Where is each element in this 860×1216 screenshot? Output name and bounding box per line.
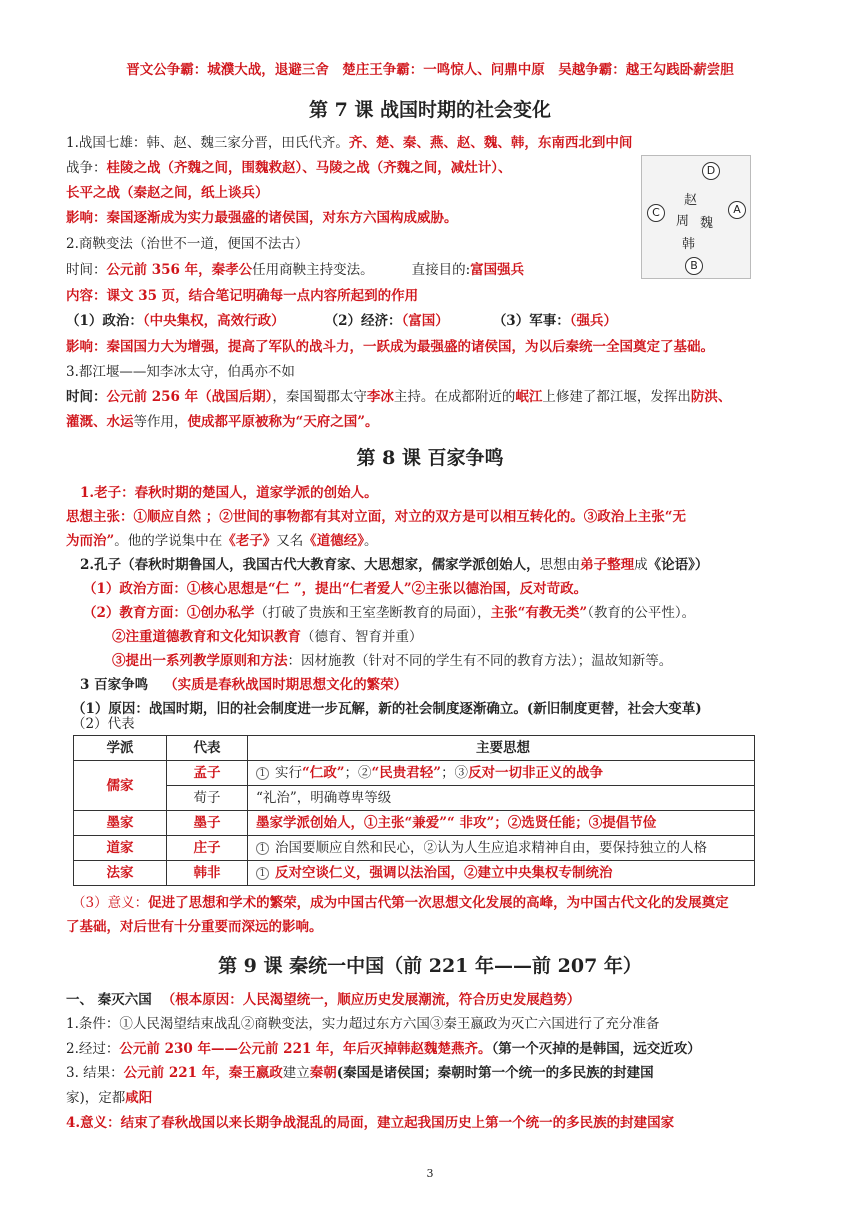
cell-mozi-ideas: 墨家学派创始人，①主张“兼爱”“ 非攻”；②选贤任能；③提倡节俭 [248, 811, 755, 836]
table-header-school: 学派 [74, 736, 167, 761]
map-label-d: D [702, 162, 720, 180]
map-label-c: C [647, 204, 665, 222]
map-label-a: A [728, 201, 746, 219]
cell-zhuangzi-ideas: 1 治国要顺应自然和民心，②认为人生应追求精神自由，要保持独立的人格 [248, 836, 755, 861]
map-label-han: 韩 [682, 237, 696, 252]
l9-conditions: 1.条件：①人民渴望结束战乱②商鞅变法，实力超过东方六国③秦王嬴政为灭亡六国进行了充分准备 [66, 1016, 660, 1032]
cell-mengzi-ideas: 1 实行“仁政”；②“民贵君轻”；③反对一切非正义的战争 [248, 761, 755, 786]
table-row [74, 861, 755, 886]
l7-changping: 长平之战（秦赵之间，纸上谈兵） [66, 185, 269, 201]
l8-confucius-methods: ③提出一系列教学原则和方法：因材施教（针对不同的学生有不同的教育方法）；温故知新等。 [112, 653, 673, 669]
cell-hanfei-ideas: 1 反对空谈仁义，强调以法治国，②建立中央集权专制统治 [248, 861, 755, 886]
cell-legalist: 法家 [74, 861, 167, 886]
lesson-8-title: 第 8 课 百家争鸣 [356, 447, 504, 469]
cell-hanfei: 韩非 [167, 861, 248, 886]
l7-shangyang-title: 2.商鞅变法（治世不一道，便国不法古） [66, 236, 309, 252]
l7-shangyang-items: （1）政治：（中央集权，高效行政） （2）经济：（富国） （3）军事：（强兵） [66, 313, 617, 329]
l9-unify: 一、 秦灭六国 （根本原因：人民渴望统一，顺应历史发展潮流，符合历史发展趋势） [66, 992, 581, 1008]
cell-mohist: 墨家 [74, 811, 167, 836]
l7-shangyang-time: 时间：公元前 356 年，秦孝公任用商鞅主持变法。 直接目的:富国强兵 [66, 262, 525, 278]
l7-dujiangyan-title: 3.都江堰——知李冰太守，伯禹亦不如 [66, 364, 295, 380]
l7-seven-states: 1.战国七雄：韩、赵、魏三家分晋，田氏代齐。齐、楚、秦、燕、赵、魏、韩，东南西北到中间 [66, 135, 633, 151]
map-label-wei: 魏 [700, 216, 714, 231]
table-row [74, 811, 755, 836]
l8-confucius-education: （2）教育方面：①创办私学（打破了贵族和王室垄断教育的局面），主张“有教无类”（教育的公平性）。 [83, 605, 696, 621]
table-row [74, 761, 755, 786]
l8-laozi-ideas: 思想主张：①顺应自然 ；②世间的事物都有其对立面，对立的双方是可以相互转化的。③政治上主张“无 [66, 509, 686, 525]
table-header-row [74, 736, 755, 761]
l8-significance-2: 了基础，对后世有十分重要而深远的影响。 [66, 919, 323, 935]
l7-shangyang-content: 内容：课文 35 页，结合笔记明确每一点内容所起到的作用 [66, 288, 419, 304]
l8-confucius-moral: ②注重道德教育和文化知识教育（德育、智育并重） [112, 629, 423, 645]
warring-states-map [641, 155, 751, 279]
map-label-zhou: 周 [676, 214, 690, 229]
l7-dujiangyan-effect: 灌溉、水运等作用，使成都平原被称为“天府之国”。 [66, 414, 379, 430]
map-label-zhao: 赵 [684, 193, 698, 208]
l8-hundred-schools: 3 百家争鸣 （实质是春秋战国时期思想文化的繁荣） [80, 677, 408, 693]
lesson-7-title: 第 7 课 战国时期的社会变化 [308, 99, 552, 121]
top-summary-line: 晋文公争霸：城濮大战，退避三舍 楚庄王争霸：一鸣惊人、问鼎中原 吴越争霸：越王勾践卧薪尝胆 [126, 62, 734, 78]
l9-result: 3. 结果：公元前 221 年，秦王嬴政建立秦朝(秦国是诸侯国；秦朝时第一个统一的多民族的封建国 [66, 1065, 654, 1081]
cell-mozi: 墨子 [167, 811, 248, 836]
l8-representatives: （2）代表 [72, 716, 135, 732]
cell-zhuangzi: 庄子 [167, 836, 248, 861]
table-header-ideas: 主要思想 [248, 736, 755, 761]
cell-mengzi: 孟子 [167, 761, 248, 786]
table-row [74, 836, 755, 861]
l7-impact: 影响：秦国逐渐成为实力最强盛的诸侯国，对东方六国构成威胁。 [66, 210, 458, 226]
cell-xunzi-ideas: “礼治”，明确尊卑等级 [248, 786, 755, 811]
page-number: 3 [426, 1167, 434, 1180]
l8-laozi: 1.老子：春秋时期的楚国人，道家学派的创始人。 [80, 485, 378, 501]
l9-process: 2.经过：公元前 230 年——公元前 221 年，年后灭掉韩赵魏楚燕齐。（第一个灭掉的是韩国，远交近攻） [66, 1041, 701, 1057]
schools-table [73, 735, 755, 886]
cell-daoist: 道家 [74, 836, 167, 861]
l8-reason: （1）原因：战国时期，旧的社会制度进一步瓦解，新的社会制度逐渐确立。(新旧制度更替，社会大变革) [72, 701, 702, 717]
cell-confucian: 儒家 [74, 761, 167, 811]
cell-xunzi: 荀子 [167, 786, 248, 811]
map-label-b: B [685, 257, 703, 275]
l7-shangyang-impact: 影响：秦国国力大为增强，提高了军队的战斗力，一跃成为最强盛的诸侯国，为以后秦统一全国奠定了基础。 [66, 339, 714, 355]
l8-significance: （3）意义：促进了思想和学术的繁荣，成为中国古代第一次思想文化发展的高峰，为中国古代文化的发展奠定 [72, 895, 729, 911]
l9-significance: 4.意义：结束了春秋战国以来长期争战混乱的局面，建立起我国历史上第一个统一的多民族的封建国家 [66, 1115, 675, 1131]
l8-laozi-books: 为而治”。他的学说集中在《老子》又名《道德经》。 [66, 533, 378, 549]
l8-confucius: 2.孔子（春秋时期鲁国人，我国古代大教育家、大思想家，儒家学派创始人，思想由弟子整理成《论语》） [80, 557, 709, 573]
l7-wars: 战争：桂陵之战（齐魏之间，围魏救赵）、马陵之战（齐魏之间，减灶计）、 [66, 160, 512, 176]
table-row [74, 786, 755, 811]
l8-confucius-politics: （1）政治方面：①核心思想是“仁 ”，提出“仁者爱人”②主张以德治国，反对苛政。 [83, 581, 588, 597]
table-header-rep: 代表 [167, 736, 248, 761]
l9-result-2: 家)，定都咸阳 [66, 1090, 153, 1106]
lesson-9-title: 第 9 课 秦统一中国（前 221 年——前 207 年） [218, 955, 642, 977]
l7-dujiangyan-time: 时间：公元前 256 年（战国后期），秦国蜀郡太守李冰主持。在成都附近的岷江上修建了都江堰，发挥出防洪、 [66, 389, 732, 405]
